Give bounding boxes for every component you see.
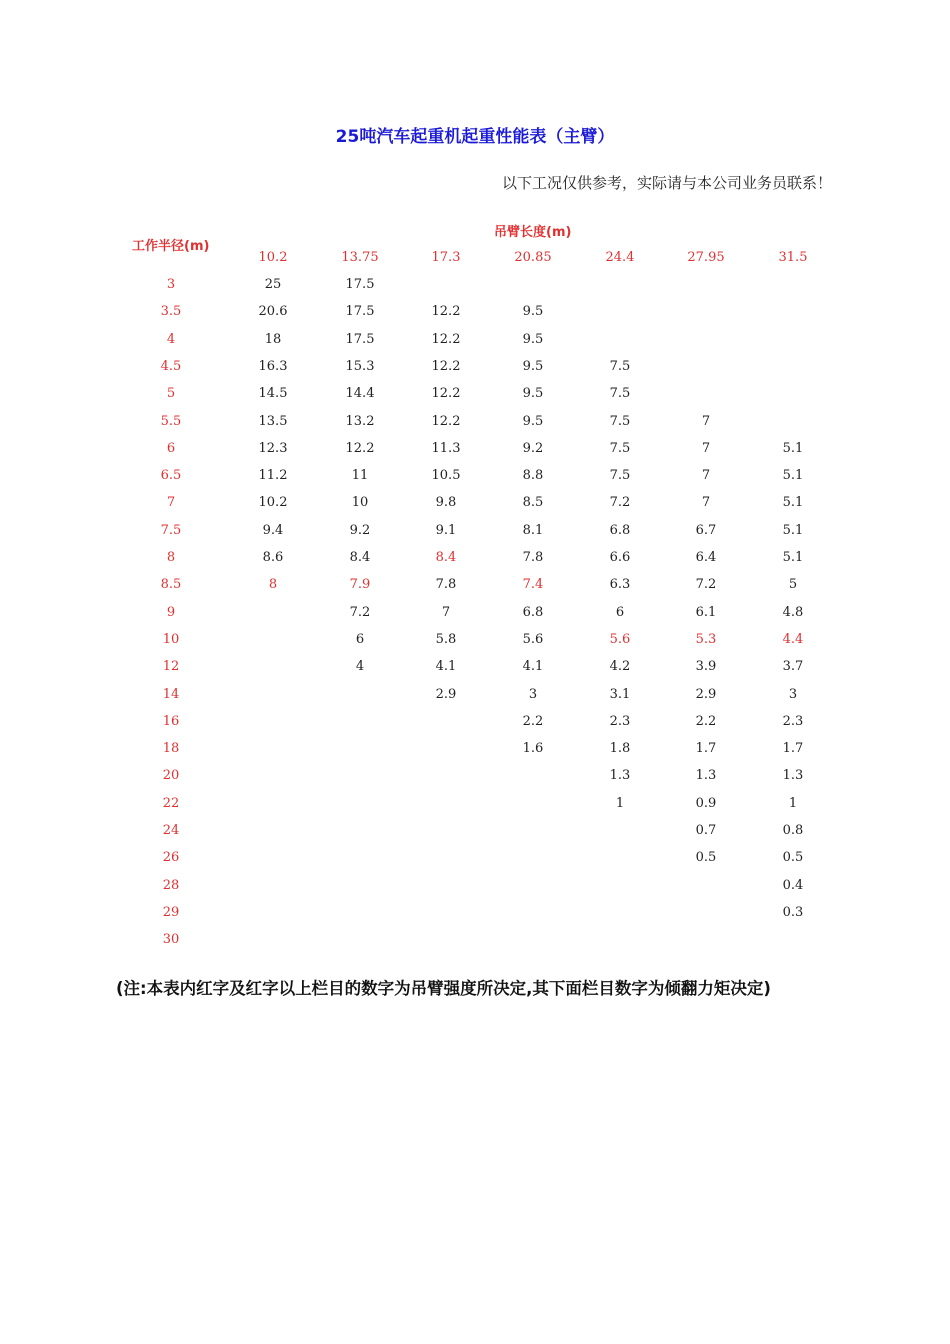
boom-length-cell: 31.5: [778, 250, 808, 265]
capacity-cell: 5.3: [695, 631, 717, 647]
capacity-cell: 10: [351, 495, 369, 511]
radius-cell: 7: [166, 495, 176, 511]
capacity-cell: 1.6: [522, 741, 544, 757]
capacity-cell: 5.6: [522, 631, 544, 647]
capacity-cell: 2.2: [522, 713, 544, 729]
capacity-cell: 4.1: [435, 659, 457, 675]
capacity-cell: 8.4: [435, 550, 457, 565]
capacity-cell: 9.5: [522, 413, 544, 429]
table-row: [0, 687, 950, 703]
capacity-cell: 0.4: [782, 877, 804, 893]
radius-cell: 18: [162, 741, 180, 757]
capacity-cell: 2.9: [695, 686, 717, 702]
capacity-cell: 6.8: [609, 522, 631, 538]
capacity-cell: 1.3: [695, 768, 717, 784]
capacity-cell: 25: [264, 277, 282, 292]
table-row: [0, 495, 950, 511]
capacity-cell: 3: [788, 686, 798, 702]
capacity-cell: 18: [264, 331, 282, 347]
capacity-cell: 7.2: [609, 495, 631, 511]
capacity-cell: 7.2: [695, 577, 717, 593]
boom-length-cell: 24.4: [605, 250, 635, 265]
capacity-cell: 5.1: [782, 495, 804, 511]
table-row: [0, 714, 950, 730]
radius-cell: 24: [162, 823, 180, 838]
capacity-cell: 4: [355, 659, 365, 675]
capacity-cell: 8.6: [262, 550, 284, 565]
capacity-cell: 3.9: [695, 659, 717, 675]
table-row: [0, 386, 950, 402]
capacity-cell: 10.5: [431, 468, 461, 484]
capacity-cell: 5.6: [609, 631, 631, 647]
capacity-cell: 2.3: [609, 713, 631, 729]
capacity-cell: 8.5: [522, 495, 544, 511]
capacity-cell: 9.4: [262, 522, 284, 538]
capacity-cell: 6: [355, 631, 365, 647]
capacity-cell: 15.3: [345, 358, 375, 374]
capacity-cell: 12.3: [258, 440, 288, 456]
radius-cell: 9: [166, 604, 176, 620]
capacity-cell: 1.7: [695, 741, 717, 757]
capacity-cell: 7.5: [609, 413, 631, 429]
capacity-cell: 8.8: [522, 468, 544, 484]
capacity-cell: 7.5: [609, 468, 631, 484]
capacity-cell: 17.5: [345, 277, 375, 292]
working-radius-header: 工作半径(m): [132, 239, 210, 254]
footnote: (注:本表内红字及红字以上栏目的数字为吊臂强度所决定,其下面栏目数字为倾翻力矩决定): [116, 979, 771, 998]
capacity-cell: 1.8: [609, 741, 631, 757]
boom-length-row: [0, 250, 950, 266]
capacity-cell: 7: [441, 604, 451, 620]
boom-length-header: 吊臂长度(m): [494, 225, 572, 240]
capacity-cell: 4.1: [522, 659, 544, 675]
capacity-cell: 9.5: [522, 331, 544, 347]
radius-cell: 30: [162, 932, 180, 948]
capacity-cell: 9.2: [522, 440, 544, 456]
radius-cell: 29: [162, 904, 180, 920]
capacity-cell: 0.8: [782, 823, 804, 838]
capacity-cell: 7.4: [522, 577, 544, 593]
table-row: [0, 823, 950, 839]
table-row: [0, 741, 950, 757]
boom-length-cell: 27.95: [687, 250, 725, 265]
radius-cell: 6: [166, 440, 176, 456]
capacity-cell: 7.5: [609, 440, 631, 456]
table-row: [0, 441, 950, 457]
capacity-cell: 0.7: [695, 823, 717, 838]
capacity-cell: 11.2: [258, 468, 288, 484]
capacity-cell: 3.7: [782, 659, 804, 675]
capacity-cell: 4.2: [609, 659, 631, 675]
capacity-cell: 4.8: [782, 604, 804, 620]
capacity-cell: 9.5: [522, 386, 544, 402]
table-row: [0, 850, 950, 866]
radius-cell: 26: [162, 850, 180, 866]
capacity-cell: 9.5: [522, 358, 544, 374]
capacity-cell: 6.7: [695, 522, 717, 538]
table-row: [0, 659, 950, 675]
boom-length-cell: 20.85: [514, 250, 552, 265]
capacity-cell: 7.5: [609, 358, 631, 374]
table-row: [0, 905, 950, 921]
capacity-cell: 12.2: [345, 440, 375, 456]
capacity-cell: 10.2: [258, 495, 288, 511]
capacity-cell: 7.8: [522, 550, 544, 565]
capacity-cell: 17.5: [345, 304, 375, 320]
capacity-cell: 9.5: [522, 304, 544, 320]
radius-cell: 22: [162, 795, 180, 811]
radius-cell: 28: [162, 877, 180, 893]
capacity-cell: 9.2: [349, 522, 371, 538]
capacity-cell: 7.8: [435, 577, 457, 593]
capacity-cell: 13.2: [345, 413, 375, 429]
radius-cell: 6.5: [160, 468, 182, 484]
capacity-cell: 9.8: [435, 495, 457, 511]
table-row: [0, 878, 950, 894]
radius-cell: 5.5: [160, 413, 182, 429]
capacity-cell: 17.5: [345, 331, 375, 347]
capacity-cell: 6.4: [695, 550, 717, 565]
capacity-cell: 8.4: [349, 550, 371, 565]
table-row: [0, 304, 950, 320]
radius-cell: 14: [162, 686, 180, 702]
capacity-cell: 3: [528, 686, 538, 702]
capacity-cell: 1.7: [782, 741, 804, 757]
capacity-cell: 11.3: [431, 440, 461, 456]
capacity-cell: 7.5: [609, 386, 631, 402]
capacity-cell: 9.1: [435, 522, 457, 538]
radius-cell: 3.5: [160, 304, 182, 320]
capacity-cell: 5.1: [782, 522, 804, 538]
capacity-cell: 5.8: [435, 631, 457, 647]
capacity-cell: 7.2: [349, 604, 371, 620]
table-row: [0, 359, 950, 375]
capacity-cell: 2.3: [782, 713, 804, 729]
capacity-cell: 12.2: [431, 358, 461, 374]
capacity-cell: 8: [268, 577, 278, 593]
table-row: [0, 332, 950, 348]
radius-cell: 12: [162, 659, 180, 675]
capacity-cell: 7: [701, 440, 711, 456]
radius-cell: 8: [166, 550, 176, 565]
capacity-cell: 4.4: [782, 631, 804, 647]
capacity-cell: 2.2: [695, 713, 717, 729]
capacity-cell: 5.1: [782, 440, 804, 456]
capacity-cell: 7.9: [349, 577, 371, 593]
capacity-cell: 6.8: [522, 604, 544, 620]
boom-length-cell: 17.3: [431, 250, 461, 265]
table-row: [0, 550, 950, 566]
reference-notice: 以下工况仅供参考，实际请与本公司业务员联系！: [501, 174, 832, 192]
radius-cell: 10: [162, 631, 180, 647]
radius-cell: 16: [162, 713, 180, 729]
boom-length-cell: 10.2: [258, 250, 288, 265]
table-row: [0, 414, 950, 430]
table-row: [0, 796, 950, 812]
table-row: [0, 932, 950, 948]
radius-cell: 20: [162, 768, 180, 784]
capacity-cell: 12.2: [431, 413, 461, 429]
capacity-cell: 12.2: [431, 331, 461, 347]
capacity-cell: 1.3: [782, 768, 804, 784]
capacity-cell: 6: [615, 604, 625, 620]
radius-cell: 8.5: [160, 577, 182, 593]
table-row: [0, 577, 950, 593]
capacity-cell: 5: [788, 577, 798, 593]
capacity-cell: 1: [788, 795, 798, 811]
capacity-cell: 7: [701, 468, 711, 484]
capacity-cell: 0.5: [695, 850, 717, 866]
capacity-cell: 1.3: [609, 768, 631, 784]
capacity-cell: 12.2: [431, 304, 461, 320]
boom-length-cell: 13.75: [341, 250, 379, 265]
capacity-cell: 6.6: [609, 550, 631, 565]
capacity-cell: 6.1: [695, 604, 717, 620]
capacity-cell: 14.4: [345, 386, 375, 402]
capacity-cell: 0.3: [782, 904, 804, 920]
radius-cell: 3: [166, 277, 176, 292]
capacity-cell: 20.6: [258, 304, 288, 320]
capacity-cell: 11: [351, 468, 369, 484]
table-row: [0, 277, 950, 293]
capacity-cell: 1: [615, 795, 625, 811]
table-row: [0, 768, 950, 784]
radius-cell: 4: [166, 331, 176, 347]
table-row: [0, 605, 950, 621]
radius-cell: 7.5: [160, 522, 182, 538]
capacity-cell: 5.1: [782, 550, 804, 565]
radius-cell: 5: [166, 386, 176, 402]
capacity-cell: 2.9: [435, 686, 457, 702]
capacity-cell: 3.1: [609, 686, 631, 702]
capacity-cell: 5.1: [782, 468, 804, 484]
capacity-cell: 6.3: [609, 577, 631, 593]
capacity-cell: 12.2: [431, 386, 461, 402]
radius-cell: 4.5: [160, 358, 182, 374]
page-title: 25吨汽车起重机起重性能表（主臂）: [335, 127, 615, 147]
capacity-cell: 0.5: [782, 850, 804, 866]
capacity-cell: 0.9: [695, 795, 717, 811]
table-row: [0, 468, 950, 484]
capacity-cell: 16.3: [258, 358, 288, 374]
capacity-cell: 14.5: [258, 386, 288, 402]
table-row: [0, 523, 950, 539]
capacity-cell: 8.1: [522, 522, 544, 538]
capacity-cell: 7: [701, 413, 711, 429]
table-row: [0, 632, 950, 648]
capacity-cell: 7: [701, 495, 711, 511]
capacity-cell: 13.5: [258, 413, 288, 429]
